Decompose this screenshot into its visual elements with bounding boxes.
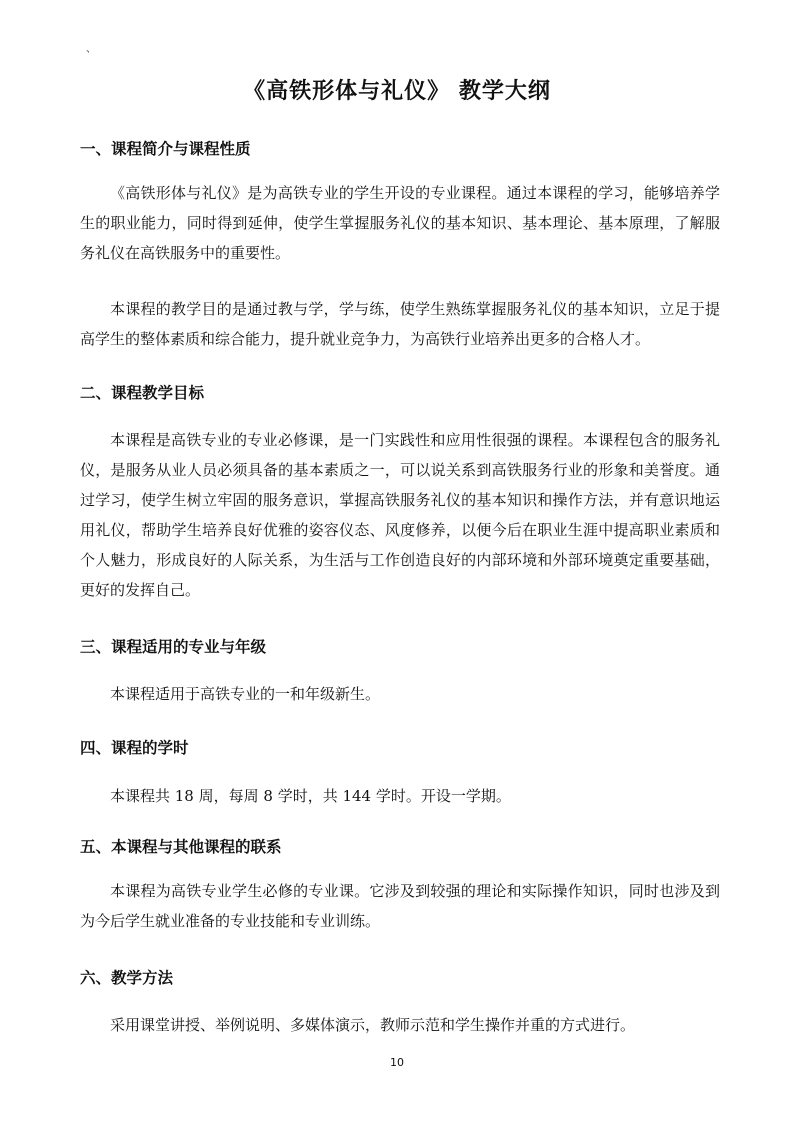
section-heading-hours: 四、课程的学时 <box>80 739 189 757</box>
paragraph-methods: 采用课堂讲授、举例说明、多媒体演示，教师示范和学生操作并重的方式进行。 <box>110 1016 636 1034</box>
paragraph-applicable: 本课程适用于高铁专业的一和年级新生。 <box>110 685 381 703</box>
paragraph-intro-2: 本课程的教学目的是通过教与学，学与练，使学生熟练掌握服务礼仪的基本知识，立足于提高学生的整体素质和综合能力，提升就业竞争力，为高铁行业培养出更多的合格人才。 <box>80 300 720 348</box>
paragraph-hours: 本课程共 18 周，每周 8 学时，共 144 学时。开设一学期。 <box>110 787 511 805</box>
section-heading-methods: 六、教学方法 <box>80 969 174 987</box>
corner-mark: 、 <box>86 44 96 55</box>
paragraph-intro-1: 《高铁形体与礼仪》是为高铁专业的学生开设的专业课程。通过本课程的学习，能够培养学生的职业能力，同时得到延伸，使学生掌握服务礼仪的基本知识、基本理论、基本原理，了解服务礼仪在高铁服务中的重要性。 <box>80 184 720 262</box>
section-heading-relations: 五、本课程与其他课程的联系 <box>80 838 282 856</box>
page-number: 10 <box>390 1056 404 1069</box>
section-heading-applicable: 三、课程适用的专业与年级 <box>80 638 267 656</box>
paragraph-objectives: 本课程是高铁专业的专业必修课，是一门实践性和应用性很强的课程。本课程包含的服务礼仪，是服务从业人员必须具备的基本素质之一，可以说关系到高铁服务行业的形象和美誉度。通过学习，使学生树立牢固的服务意识，掌握高铁服务礼仪的基本知识和操作方法，并有意识地运用礼仪，帮助学生培养良好优雅的姿容仪态、风度修养，以便今后在职业生涯中提高职业素质和个人魅力，形成良好的人际关系，为生活与工作创造良好的内部环境和外部环境奠定重要基础，更好的发挥自己。 <box>80 431 720 599</box>
section-heading-objectives: 二、课程教学目标 <box>80 384 205 402</box>
document-title: 《高铁形体与礼仪》 教学大纲 <box>243 79 551 104</box>
paragraph-relations: 本课程为高铁专业学生必修的专业课。它涉及到较强的理论和实际操作知识，同时也涉及到为今后学生就业准备的专业技能和专业训练。 <box>80 882 720 930</box>
section-heading-intro: 一、课程简介与课程性质 <box>80 140 251 158</box>
